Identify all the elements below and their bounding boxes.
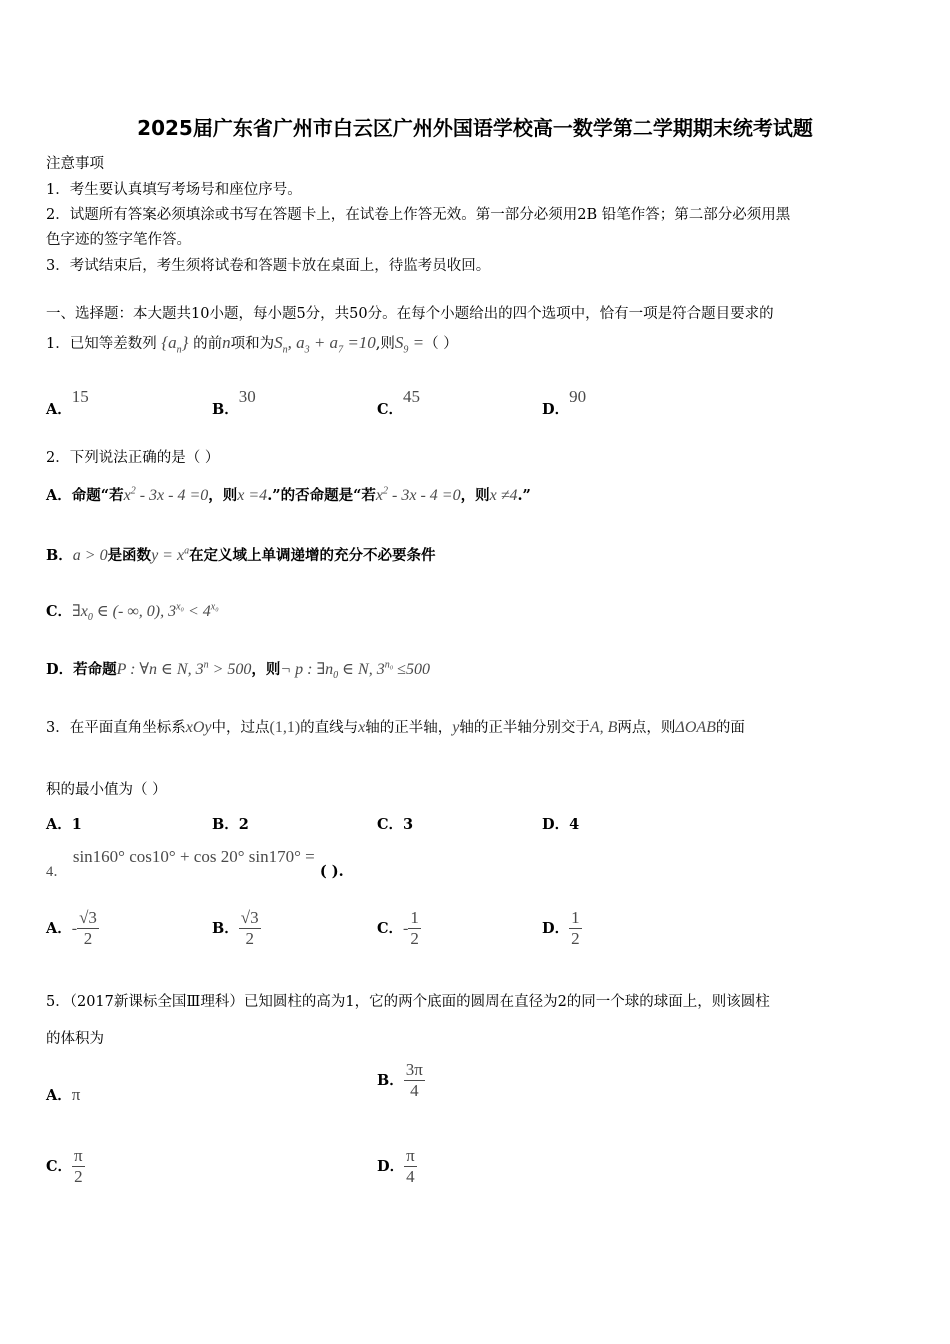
q3-option-b[interactable]: B．2	[212, 816, 249, 833]
q1-option-d[interactable]: D．90	[542, 387, 587, 418]
q1-option-c[interactable]: C．45	[377, 387, 421, 418]
q1-option-b[interactable]: B．30	[212, 387, 256, 418]
notice-item-3: 3．考试结束后，考生须将试卷和答题卡放在桌面上，待监考员收回。	[46, 258, 491, 274]
q2-option-a[interactable]: A．命题“若$x^2 - 3x - 4 =0$，则x =4.”的否命题是“若$x^2 - 3x - 4 =0$，则x ≠4.”	[46, 485, 531, 504]
q5-option-b[interactable]: B． $\frac{3\pi}{4}$	[377, 1060, 423, 1100]
section-heading: 一、选择题：本大题共10小题，每小题5分，共50分。在每个小题给出的四个选项中，恰有一项是符合题目要求的	[46, 306, 774, 322]
q1-n: n	[222, 333, 231, 352]
question-5: 5．（2017新课标全国Ⅲ理科）已知圆柱的高为1，它的两个底面的圆周在直径为2的同一个球的球面上，则该圆柱	[46, 994, 770, 1010]
q1-text: 已知等差数列	[69, 336, 157, 352]
q4-option-c[interactable]: C．- $\frac{1}{2}$	[377, 908, 419, 948]
q1-text-2: 的前	[193, 336, 223, 352]
q3-option-c[interactable]: C．3	[377, 816, 414, 833]
q5-option-d[interactable]: D． $\frac{\pi}{4}$	[377, 1146, 415, 1186]
q4-option-b[interactable]: B． $\frac{√3}{2}$	[212, 908, 259, 948]
q1-option-a[interactable]: A．15	[46, 387, 89, 418]
notice-item-2: 2．试题所有答案必须填涂或书写在答题卡上，在试卷上作答无效。第一部分必须用2B 铅笔作答；第二部分必须用黑	[46, 207, 791, 223]
q4-option-a[interactable]: A．- $\frac{√3}{2}$	[46, 908, 97, 948]
question-3: 3．在平面直角坐标系xOy中，过点(1,1)的直线与x轴的正半轴，y轴的正半轴分别交于A, B两点，则ΔOAB的面	[46, 719, 745, 736]
q4-expression: sin160° cos10° + cos 20° sin170° =	[72, 847, 315, 866]
page-title: 2025届广东省广州市白云区广州外国语学校高一数学第二学期期末统考试题	[137, 116, 813, 140]
q4-option-d[interactable]: D． $\frac{1}{2}$	[542, 908, 580, 948]
notice-heading: 注意事项	[46, 156, 104, 172]
q2-option-b[interactable]: B．a > 0是函数$y = x^a$在定义域上单调递增的充分不必要条件	[46, 545, 436, 564]
q2-option-c[interactable]: C．$\exists x_0$ ∈ (- ∞, 0), $3^{x_0} < 4^{x_0}$	[46, 601, 219, 624]
question-2: 2．下列说法正确的是（ ）	[46, 450, 220, 466]
q1-seq: $\{a_n\}$	[161, 333, 189, 356]
notice-item-1: 1．考生要认真填写考场号和座位序号。	[46, 182, 302, 198]
q1-paren: （ ）	[424, 336, 458, 352]
question-4: 4． sin160° cos10° + cos 20° sin170° = ( ).	[46, 847, 344, 880]
q1-text-3: 项和为	[230, 336, 275, 352]
q1-condition: $S_n$, $a_3 + a_7 =10$	[274, 333, 376, 356]
q2-option-d[interactable]: D．若命题P : ∀n ∈ N, $3^n > 500$，则¬ p : $\exists n_0$ ∈ N, $3^{n_0} \le 500$	[46, 659, 430, 682]
q1-text-4: ,则	[375, 336, 395, 352]
q1-num: 1．	[46, 336, 70, 352]
question-5-cont: 的体积为	[46, 1031, 104, 1047]
q3-option-a[interactable]: A．1	[46, 816, 82, 833]
q1-s9: $S_9$ =	[394, 333, 425, 356]
question-1	[46, 332, 458, 355]
q5-option-a[interactable]: A．π	[46, 1085, 81, 1104]
question-3-cont: 积的最小值为（ ）	[46, 782, 167, 798]
q5-option-c[interactable]: C． $\frac{\pi}{2}$	[46, 1146, 83, 1186]
q3-option-d[interactable]: D．4	[542, 816, 580, 833]
notice-item-2-cont: 色字迹的签字笔作答。	[46, 232, 191, 248]
